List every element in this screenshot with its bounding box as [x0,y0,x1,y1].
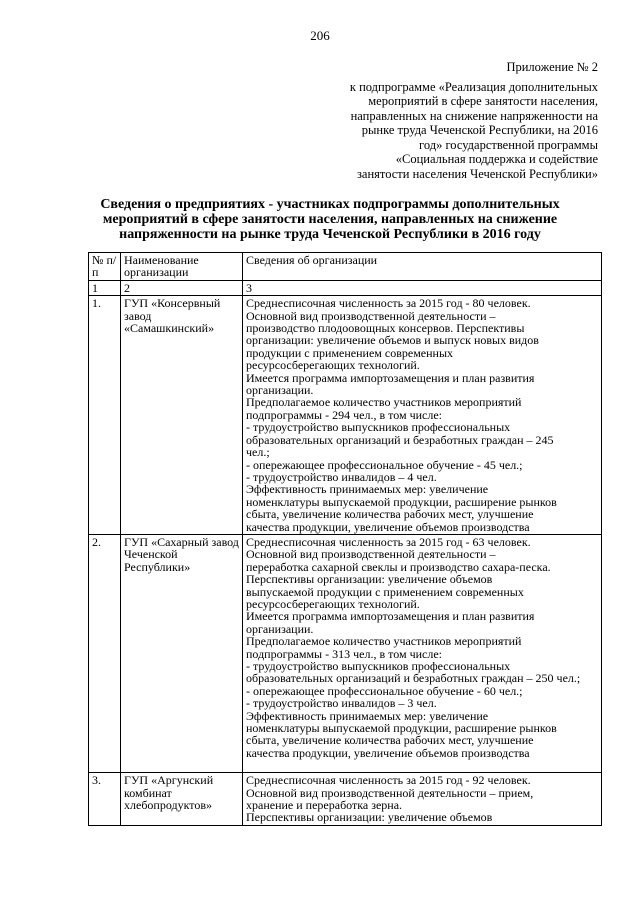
info-line: организации. [246,383,314,398]
organizations-table [88,252,602,826]
info-line: Имеется программа импортозамещения и план развития [246,609,535,624]
info-line: Перспективы организации: увеличение объемов [246,810,493,825]
title-line: Сведения о предприятиях - участниках подпрограммы дополнительных [100,197,560,212]
info-line: подпрограммы - 294 чел., в том числе: [246,407,442,422]
info-line: сбыта, увеличение количества рабочих мест, улучшение [246,733,534,748]
info-line: подпрограммы - 313 чел., в том числе: [246,646,442,661]
info-line: - трудоустройство инвалидов – 4 чел. [246,469,437,484]
blank-line [246,759,598,771]
info-line: Имеется программа импортозамещения и план развития [246,370,535,385]
row-number: 1. [89,296,121,535]
header-name: Наименование организации [121,253,243,281]
info-line: выпускаемой продукции с применением современных [246,584,524,599]
appendix-line: «Социальная поддержка и содействие [395,152,598,166]
org-name: ГУП «Сахарный завод Чеченской Республики» [121,534,243,772]
info-line: Перспективы организации: увеличение объемов [246,572,493,587]
info-line: образовательных организаций и безработных граждан – 245 [246,432,554,447]
appendix-line: направленных на снижение напряженности на [350,108,598,123]
header-info: Сведения об организации [243,253,602,281]
appendix-line: год» государственной программы [419,137,598,152]
info-line: Эффективность принимаемых мер: увеличение [246,482,489,497]
header-number: № п/п [89,253,121,281]
table-row [89,296,602,535]
column-number: 1 [89,280,121,295]
info-line: Эффективность принимаемых мер: увеличение [246,708,489,723]
column-number-row [89,280,602,295]
appendix-title: Приложение № 2 [506,60,598,74]
row-number: 3. [89,773,121,826]
table-header-row [89,253,602,281]
info-line: - трудоустройство выпускников профессиональных [246,659,511,673]
appendix-line: к подпрограмме «Реализация дополнительных [349,79,598,94]
info-line: Предполагаемое количество участников мероприятий [246,395,522,410]
title-line: мероприятий в сфере занятости населения, направленных на снижение [102,212,558,227]
column-number: 2 [121,280,243,295]
info-line: - опережающее профессиональное обучение - 60 чел.; [246,683,523,698]
info-line: Среднесписочная численность за 2015 год - 63 человек. [246,534,531,549]
info-line: сбыта, увеличение количества рабочих мест, улучшение [246,507,534,522]
info-line: переработка сахарной свеклы и производство сахара-песка. [246,559,551,574]
info-line: - трудоустройство инвалидов – 3 чел. [246,696,437,711]
info-line: Основной вид производственной деятельности – прием, [246,785,534,800]
org-info [243,296,602,535]
info-line: Предполагаемое количество участников мероприятий [246,634,522,649]
info-line: ресурсосберегающих технологий. [246,596,420,611]
org-info [243,534,602,772]
info-line: Среднесписочная численность за 2015 год - 80 человек. [246,296,531,311]
org-name: ГУП «Консервный завод «Самашкинский» [121,296,243,535]
org-info [243,773,602,826]
info-line: - опережающее профессиональное обучение - 45 чел.; [246,457,523,472]
info-line: Среднесписочная численность за 2015 год - 92 человек. [246,773,531,788]
appendix-line: занятости населения Чеченской Республики» [356,166,598,181]
document-title [60,197,600,242]
info-line: качества продукции, увеличение объемов производства [246,745,530,760]
info-line: производство плодоовощных консервов. Перспективы [246,321,525,336]
info-line: продукции с применением современных [246,345,454,360]
info-line: номенклатуры выпускаемой продукции, расширение рынков [246,494,557,509]
info-line: ресурсосберегающих технологий. [246,358,420,373]
info-line: Основной вид производственной деятельности – [246,308,496,323]
info-line: чел.; [246,445,270,460]
info-line: номенклатуры выпускаемой продукции, расширение рынков [246,721,557,736]
appendix-line: рынке труда Чеченской Республики, на 2016 [361,123,598,137]
row-number: 2. [89,534,121,772]
info-line: организации. [246,621,314,636]
page-number: 206 [310,28,330,43]
appendix-note [298,60,598,181]
table-row [89,773,602,826]
column-number: 3 [243,280,602,295]
org-name: ГУП «Аргунский комбинат хлебопродуктов» [121,773,243,826]
info-line: качества продукции, увеличение объемов производства [246,519,530,534]
info-line: хранение и переработка зерна. [246,798,403,813]
info-line: - трудоустройство выпускников профессиональных [246,420,511,435]
info-line: образовательных организаций и безработных граждан – 250 чел.; [246,671,581,686]
title-line: напряженности на рынке труда Чеченской Республики в 2016 году [119,227,541,242]
info-line: Основной вид производственной деятельности – [246,547,496,562]
appendix-line: мероприятий в сфере занятости населения, [368,94,598,108]
info-line: организации: увеличение объемов и выпуск новых видов [246,333,539,348]
table-row [89,534,602,772]
